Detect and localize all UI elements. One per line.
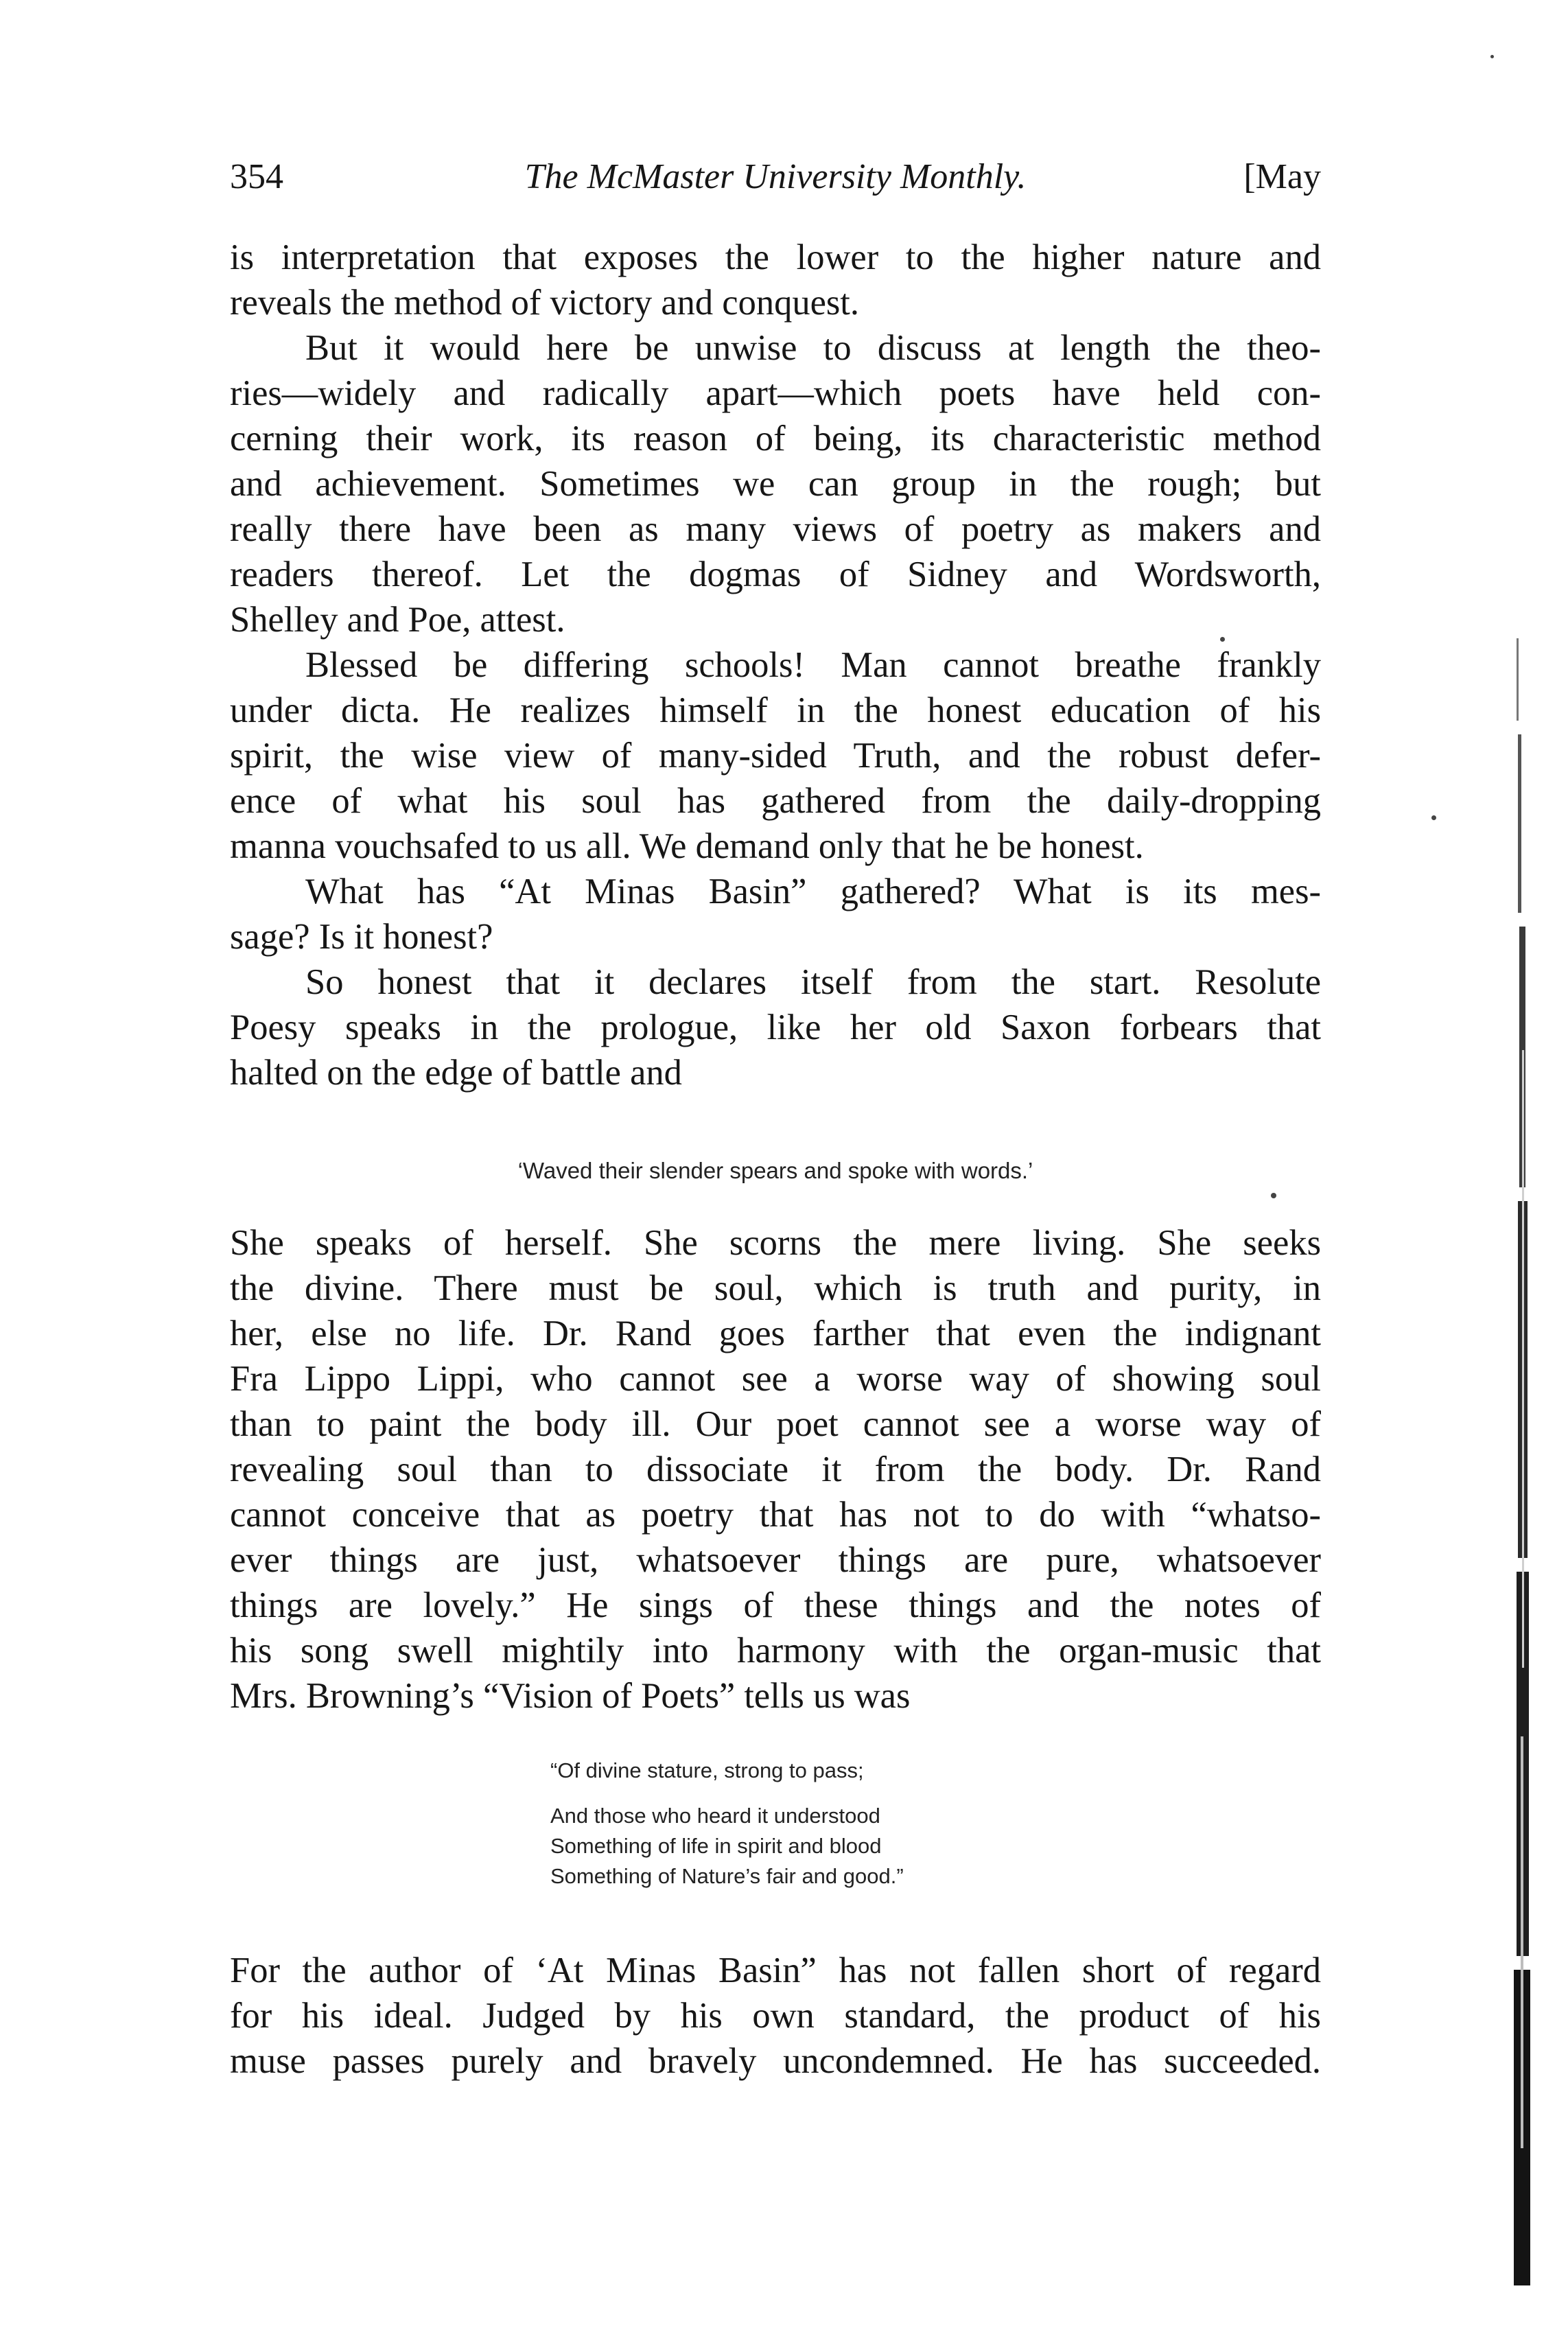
text-line: sage? Is it honest? (230, 917, 493, 957)
page-number: 354 (230, 157, 283, 196)
text-line: cerning their work, its reason of being, its characteristic method (230, 419, 1321, 458)
text-line: halted on the edge of battle and (230, 1053, 682, 1093)
text-line: readers thereof. Let the dogmas of Sidney and Wordsworth, (230, 555, 1321, 594)
issue-month: [May (1243, 157, 1321, 196)
poem-line: Something of Nature’s fair and good.” (550, 1864, 904, 1888)
scan-speck (1490, 55, 1494, 58)
running-header (230, 156, 1321, 205)
text-line: ence of what his soul has gathered from the daily-dropping (230, 781, 1321, 821)
text-line: So honest that it declares itself from the start. Resolute (305, 962, 1321, 1002)
text-line: reveals the method of victory and conquest. (230, 283, 860, 323)
text-line: What has “At Minas Basin” gathered? What is its mes- (305, 872, 1321, 911)
text-line: ries—widely and radically apart—which poets have held con- (230, 373, 1321, 413)
text-line: But it would here be unwise to discuss at length the theo- (305, 328, 1321, 368)
text-line: the divine. There must be soul, which is truth and purity, in (230, 1268, 1321, 1308)
text-line: than to paint the body ill. Our poet cannot see a worse way of (230, 1404, 1321, 1444)
text-line: ever things are just, whatsoever things are pure, whatsoever (230, 1540, 1321, 1580)
scan-binding-edge (1507, 638, 1537, 2285)
text-line: Mrs. Browning’s “Vision of Poets” tells us was (230, 1676, 911, 1716)
text-line: Blessed be differing schools! Man cannot breathe frankly (305, 645, 1321, 685)
text-line: She speaks of herself. She scorns the mere living. She seeks (230, 1223, 1321, 1263)
block-quote-poem (550, 1756, 904, 1892)
text-line: things are lovely.” He sings of these things and the notes of (230, 1585, 1321, 1625)
text-line: muse passes purely and bravely uncondemned. He has succeeded. (230, 2041, 1321, 2081)
scan-speck (1431, 815, 1436, 820)
journal-title: The McMaster University Monthly. (524, 157, 1027, 196)
body-text-middle (230, 1220, 1321, 1719)
text-line: cannot conceive that as poetry that has not to do with “whatso- (230, 1495, 1321, 1535)
poem-line: Something of life in spirit and blood (550, 1834, 882, 1858)
text-line: manna vouchsafed to us all. We demand only that he be honest. (230, 826, 1144, 866)
text-line: Shelley and Poe, attest. (230, 600, 565, 640)
text-line: Poesy speaks in the prologue, like her old Saxon forbears that (230, 1008, 1321, 1047)
text-line: really there have been as many views of poetry as makers and (230, 509, 1321, 549)
text-line: Fra Lippo Lippi, who cannot see a worse way of showing soul (230, 1359, 1321, 1399)
text-line: his song swell mightily into harmony with the organ-music that (230, 1631, 1321, 1671)
text-line: is interpretation that exposes the lower to the higher nature and (230, 237, 1321, 277)
scan-speck (1220, 637, 1225, 642)
text-line: her, else no life. Dr. Rand goes farther that even the indignant (230, 1314, 1321, 1353)
poem-line: And those who heard it understood (550, 1804, 880, 1828)
text-line: For the author of ‘At Minas Basin” has not fallen short of regard (230, 1951, 1321, 1990)
body-text-bottom (230, 1948, 1321, 2084)
text-line: for his ideal. Judged by his own standard, the product of his (230, 1996, 1321, 2036)
poem-line: “Of divine stature, strong to pass; (550, 1758, 864, 1782)
text-line: and achievement. Sometimes we can group in the rough; but (230, 464, 1321, 504)
body-text-top (230, 235, 1321, 1095)
scan-speck (1271, 1193, 1276, 1198)
text-line: under dicta. He realizes himself in the honest education of his (230, 690, 1321, 730)
text-line: spirit, the wise view of many-sided Truth, and the robust defer- (230, 736, 1321, 776)
text-line: revealing soul than to dissociate it from the body. Dr. Rand (230, 1450, 1321, 1489)
block-quote-spears: ‘Waved their slender spears and spoke with words.’ (517, 1158, 1033, 1183)
stanza-break (550, 1786, 904, 1801)
